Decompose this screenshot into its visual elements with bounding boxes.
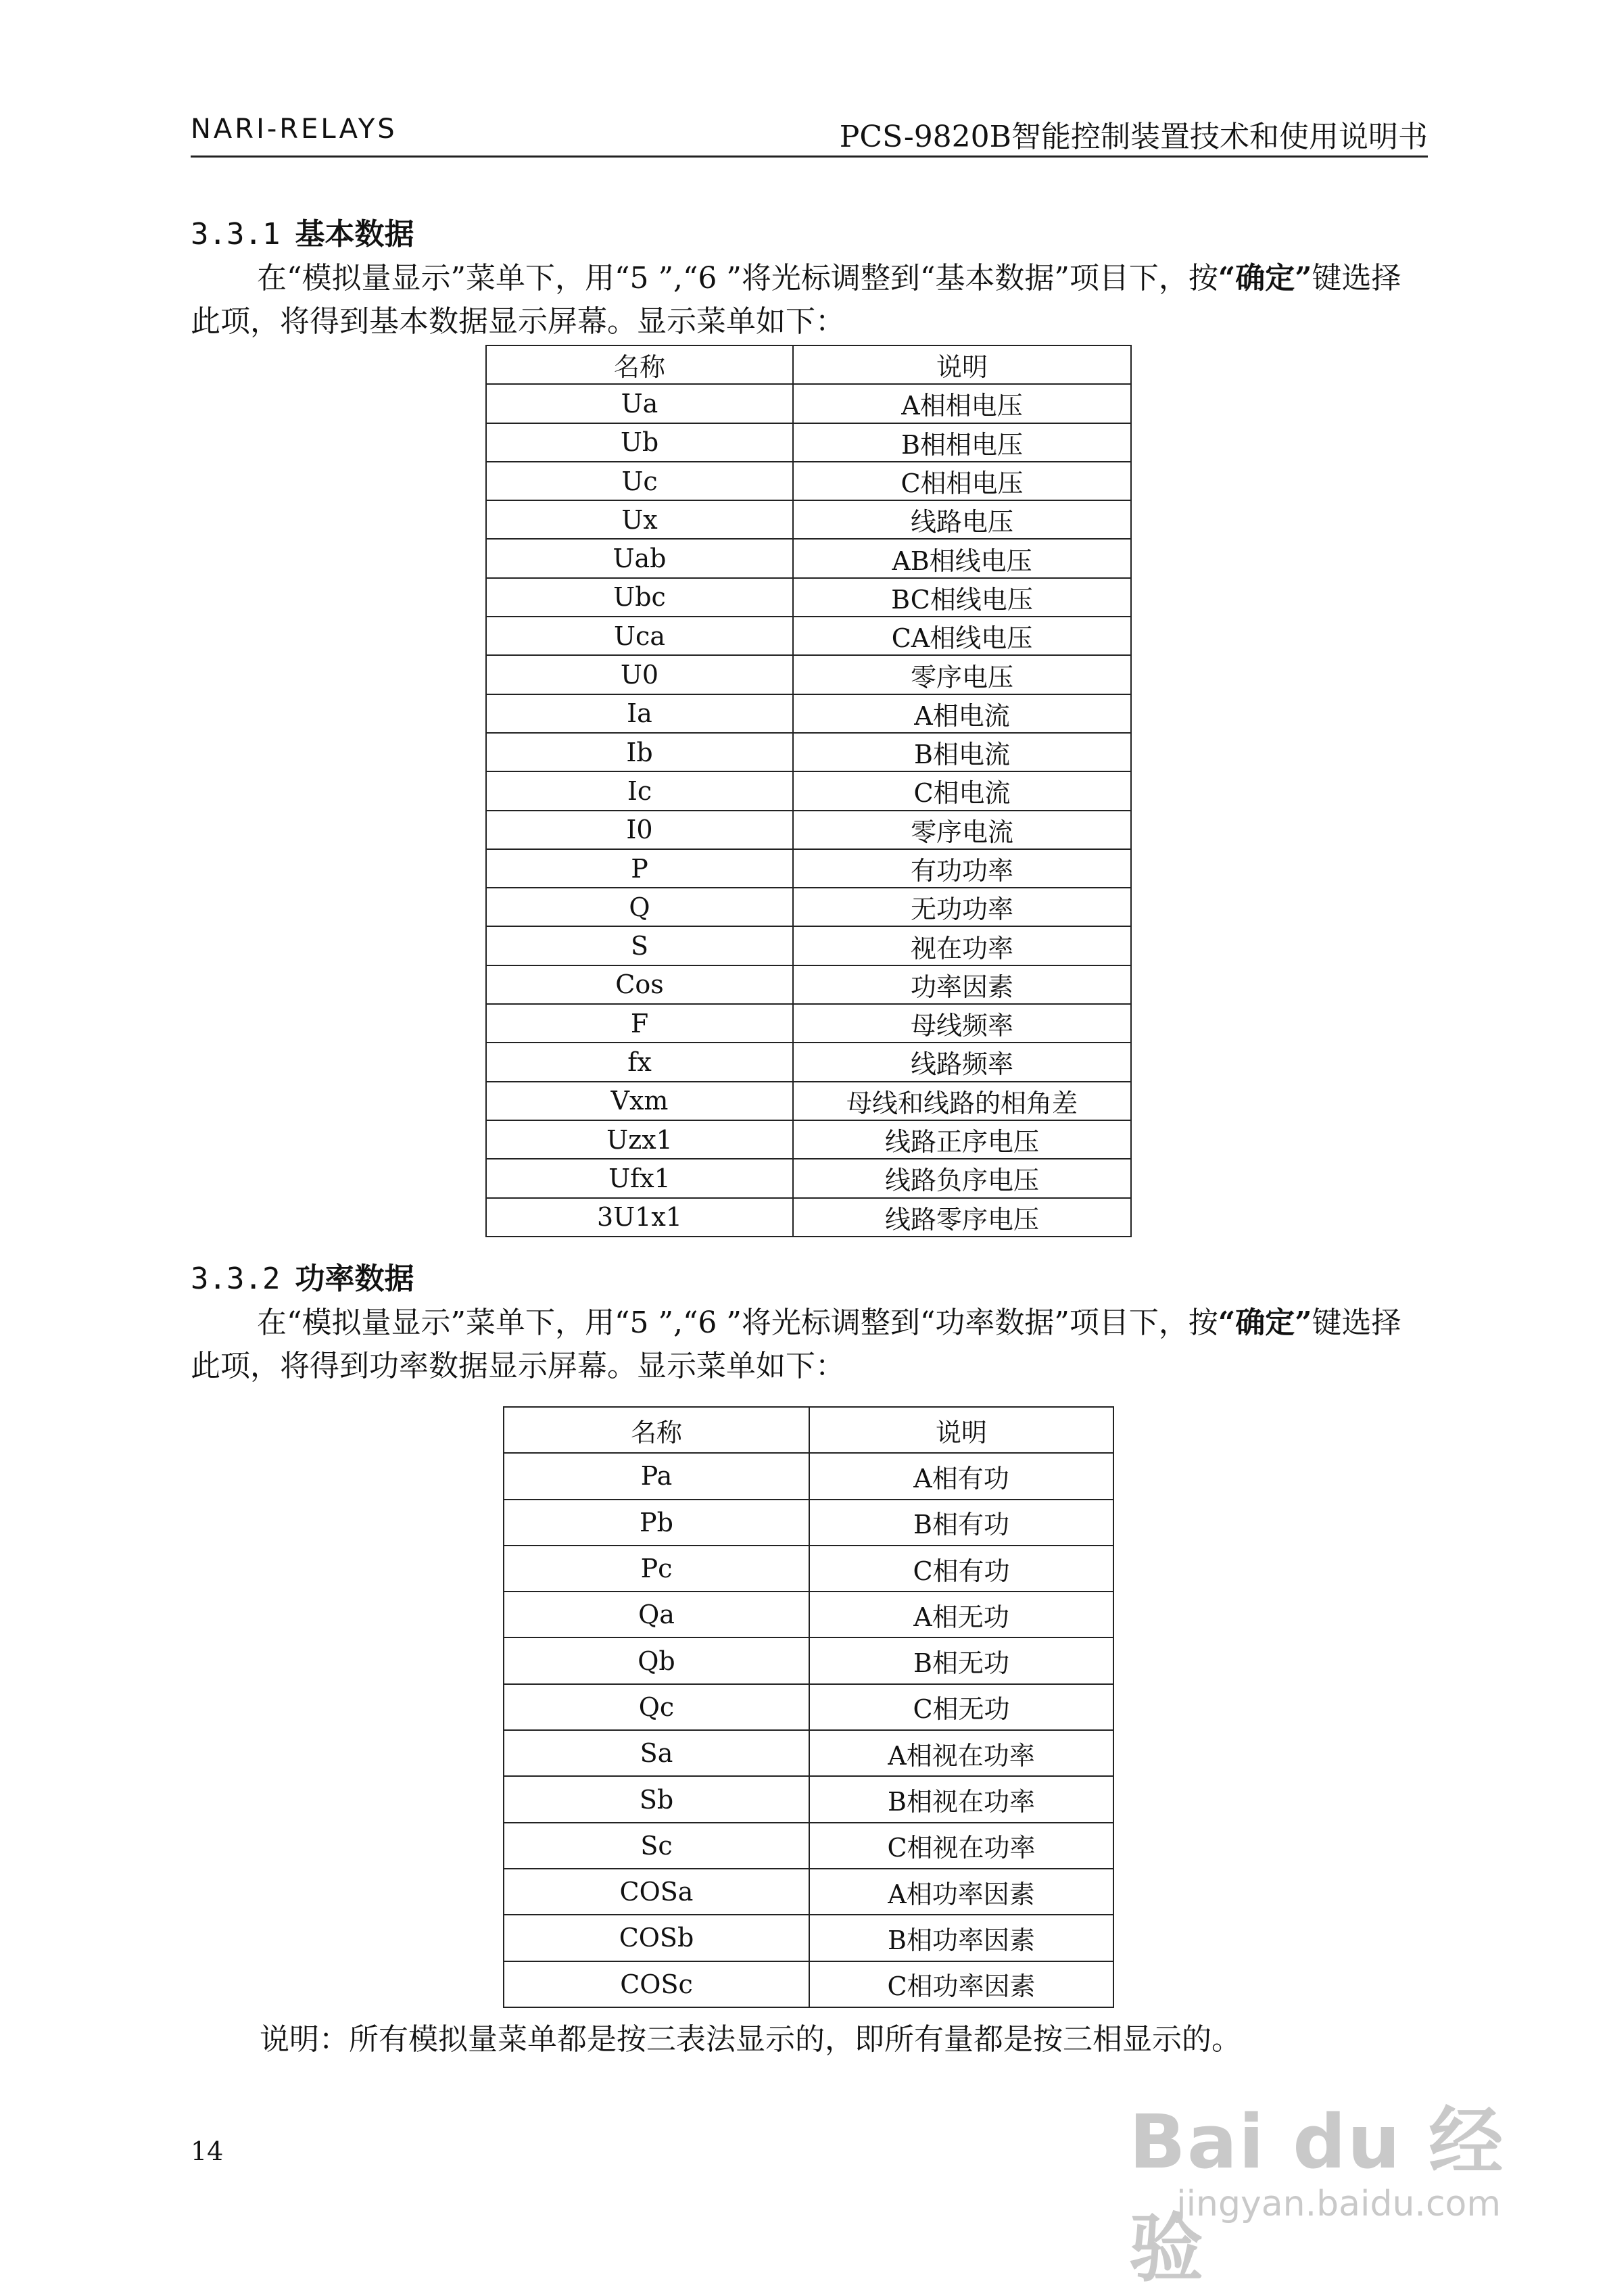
- paragraph-text: 在“模拟量显示”菜单下，用“5 ”,“6 ”将光标调整到“功率数据”项目下，按: [257, 1306, 1218, 1340]
- table-cell-name: Qa: [504, 1592, 809, 1637]
- table-header-row: [486, 345, 1131, 384]
- table-cell-description: C相功率因素: [809, 1961, 1113, 2007]
- table-cell-name: Ubc: [486, 578, 793, 617]
- table-cell-name: Ufx1: [486, 1159, 793, 1197]
- table-cell-name: S: [486, 926, 793, 965]
- power-data-table: [503, 1406, 1114, 2008]
- table-cell-name: Pb: [504, 1500, 809, 1546]
- table-cell-description: 线路负序电压: [793, 1159, 1131, 1197]
- basic-data-table: [485, 345, 1132, 1237]
- table-row: [486, 1004, 1131, 1043]
- section-paragraph: [191, 257, 1428, 343]
- table-cell-name: Vxm: [486, 1082, 793, 1120]
- table-cell-description: C相有功: [809, 1546, 1113, 1592]
- page-number: 14: [191, 2136, 224, 2166]
- table-cell-name: Uab: [486, 539, 793, 577]
- table-cell-description: 无功功率: [793, 888, 1131, 926]
- table-cell-description: CA相线电压: [793, 617, 1131, 655]
- section-paragraph: [191, 1301, 1428, 1388]
- section-heading-basic-data: [191, 210, 414, 253]
- table-cell-name: Pc: [504, 1546, 809, 1592]
- table-row: [486, 423, 1131, 462]
- table-cell-description: B相有功: [809, 1500, 1113, 1546]
- table-cell-name: Qb: [504, 1637, 809, 1683]
- table-cell-name: Ia: [486, 694, 793, 733]
- table-cell-description: 功率因素: [793, 965, 1131, 1004]
- table-cell-description: C相相电压: [793, 462, 1131, 500]
- table-row: [486, 462, 1131, 500]
- table-cell-description: A相电流: [793, 694, 1131, 733]
- table-header-row: [504, 1407, 1113, 1453]
- table-cell-description: 线路电压: [793, 500, 1131, 539]
- table-cell-description: A相无功: [809, 1592, 1113, 1637]
- header-divider: [191, 156, 1428, 158]
- table-row: [486, 578, 1131, 617]
- table-row: [486, 888, 1131, 926]
- section-title: 功率数据: [295, 1262, 414, 1296]
- table-row: [504, 1453, 1113, 1499]
- table-cell-name: F: [486, 1004, 793, 1043]
- table-row: [504, 1961, 1113, 2007]
- table-header-cell: 说明: [809, 1407, 1113, 1453]
- table-row: [504, 1500, 1113, 1546]
- table-cell-name: Sc: [504, 1823, 809, 1869]
- note-text: 说明：所有模拟量菜单都是按三表法显示的，即所有量都是按三相显示的。: [260, 2022, 1241, 2057]
- table-cell-name: Q: [486, 888, 793, 926]
- table-row: [504, 1637, 1113, 1683]
- section-number: 3.3.1: [191, 217, 281, 252]
- table-row: [486, 849, 1131, 888]
- table-header-cell: 说明: [793, 345, 1131, 384]
- table-row: [486, 1043, 1131, 1081]
- table-row: [486, 771, 1131, 810]
- table-cell-name: 3U1x1: [486, 1198, 793, 1237]
- baidu-watermark: [1129, 2082, 1508, 2292]
- table-cell-name: Cos: [486, 965, 793, 1004]
- table-cell-name: Ub: [486, 423, 793, 462]
- table-row: [504, 1776, 1113, 1822]
- paragraph-bold-key: “确定”: [1218, 1306, 1312, 1340]
- table-row: [486, 694, 1131, 733]
- table-cell-name: fx: [486, 1043, 793, 1081]
- table-cell-description: C相视在功率: [809, 1823, 1113, 1869]
- table-row: [486, 617, 1131, 655]
- table-cell-description: 母线和线路的相角差: [793, 1082, 1131, 1120]
- table-row: [486, 1120, 1131, 1159]
- table-row: [486, 965, 1131, 1004]
- table-cell-description: AB相线电压: [793, 539, 1131, 577]
- table-cell-name: P: [486, 849, 793, 888]
- table-row: [486, 926, 1131, 965]
- paragraph-text: 键选择此项，将得到功率数据显示屏幕。显示菜单如下：: [191, 1306, 1401, 1383]
- table-cell-name: Sa: [504, 1730, 809, 1776]
- table-cell-name: Pa: [504, 1453, 809, 1499]
- paragraph-text: 键选择此项，将得到基本数据显示屏幕。显示菜单如下：: [191, 261, 1401, 339]
- table-cell-name: Uca: [486, 617, 793, 655]
- table-row: [486, 1082, 1131, 1120]
- table-cell-name: Ic: [486, 771, 793, 810]
- table-row: [504, 1869, 1113, 1915]
- table-row: [486, 655, 1131, 694]
- table-row: [486, 539, 1131, 577]
- table-row: [504, 1730, 1113, 1776]
- table-cell-description: B相功率因素: [809, 1915, 1113, 1961]
- table-cell-name: Ux: [486, 500, 793, 539]
- header-right-text: PCS-9820B智能控制装置技术和使用说明书: [839, 120, 1428, 154]
- table-cell-description: 有功功率: [793, 849, 1131, 888]
- table-row: [486, 1198, 1131, 1237]
- table-row: [486, 1159, 1131, 1197]
- table-cell-name: Ua: [486, 384, 793, 423]
- section-title: 基本数据: [295, 217, 414, 252]
- table-header-cell: 名称: [486, 345, 793, 384]
- table-cell-description: B相无功: [809, 1637, 1113, 1683]
- table-cell-name: Uzx1: [486, 1120, 793, 1159]
- table-cell-description: 母线频率: [793, 1004, 1131, 1043]
- table-cell-description: B相视在功率: [809, 1776, 1113, 1822]
- table-row: [504, 1915, 1113, 1961]
- table-cell-description: A相视在功率: [809, 1730, 1113, 1776]
- table-row: [504, 1546, 1113, 1592]
- table-cell-description: C相电流: [793, 771, 1131, 810]
- section-number: 3.3.2: [191, 1262, 281, 1296]
- table-cell-description: C相无功: [809, 1684, 1113, 1730]
- table-cell-name: COSb: [504, 1915, 809, 1961]
- table-cell-description: 视在功率: [793, 926, 1131, 965]
- table-cell-description: 线路零序电压: [793, 1198, 1131, 1237]
- watermark-logo: Bai du 经验: [1129, 2099, 1505, 2292]
- table-cell-description: B相相电压: [793, 423, 1131, 462]
- table-cell-description: A相功率因素: [809, 1869, 1113, 1915]
- table-cell-description: 零序电流: [793, 811, 1131, 849]
- table-cell-name: U0: [486, 655, 793, 694]
- table-row: [486, 811, 1131, 849]
- table-cell-description: 线路正序电压: [793, 1120, 1131, 1159]
- table-cell-description: BC相线电压: [793, 578, 1131, 617]
- table-row: [486, 384, 1131, 423]
- table-cell-name: Ib: [486, 733, 793, 771]
- table-cell-name: COSa: [504, 1869, 809, 1915]
- section-heading-power-data: [191, 1254, 414, 1297]
- table-row: [504, 1823, 1113, 1869]
- table-row: [486, 500, 1131, 539]
- table-cell-description: B相电流: [793, 733, 1131, 771]
- table-cell-name: I0: [486, 811, 793, 849]
- table-cell-description: A相相电压: [793, 384, 1131, 423]
- paragraph-text: 在“模拟量显示”菜单下，用“5 ”,“6 ”将光标调整到“基本数据”项目下，按: [257, 261, 1218, 295]
- table-row: [486, 733, 1131, 771]
- table-cell-description: 零序电压: [793, 655, 1131, 694]
- table-cell-name: Sb: [504, 1776, 809, 1822]
- table-header-cell: 名称: [504, 1407, 809, 1453]
- table-cell-name: COSc: [504, 1961, 809, 2007]
- table-cell-name: Qc: [504, 1684, 809, 1730]
- table-row: [504, 1592, 1113, 1637]
- header-left-text: NARI-RELAYS: [191, 114, 398, 145]
- table-row: [504, 1684, 1113, 1730]
- table-cell-name: Uc: [486, 462, 793, 500]
- table-cell-description: A相有功: [809, 1453, 1113, 1499]
- paragraph-bold-key: “确定”: [1218, 261, 1312, 295]
- watermark-url: jingyan.baidu.com: [1176, 2184, 1501, 2224]
- table-cell-description: 线路频率: [793, 1043, 1131, 1081]
